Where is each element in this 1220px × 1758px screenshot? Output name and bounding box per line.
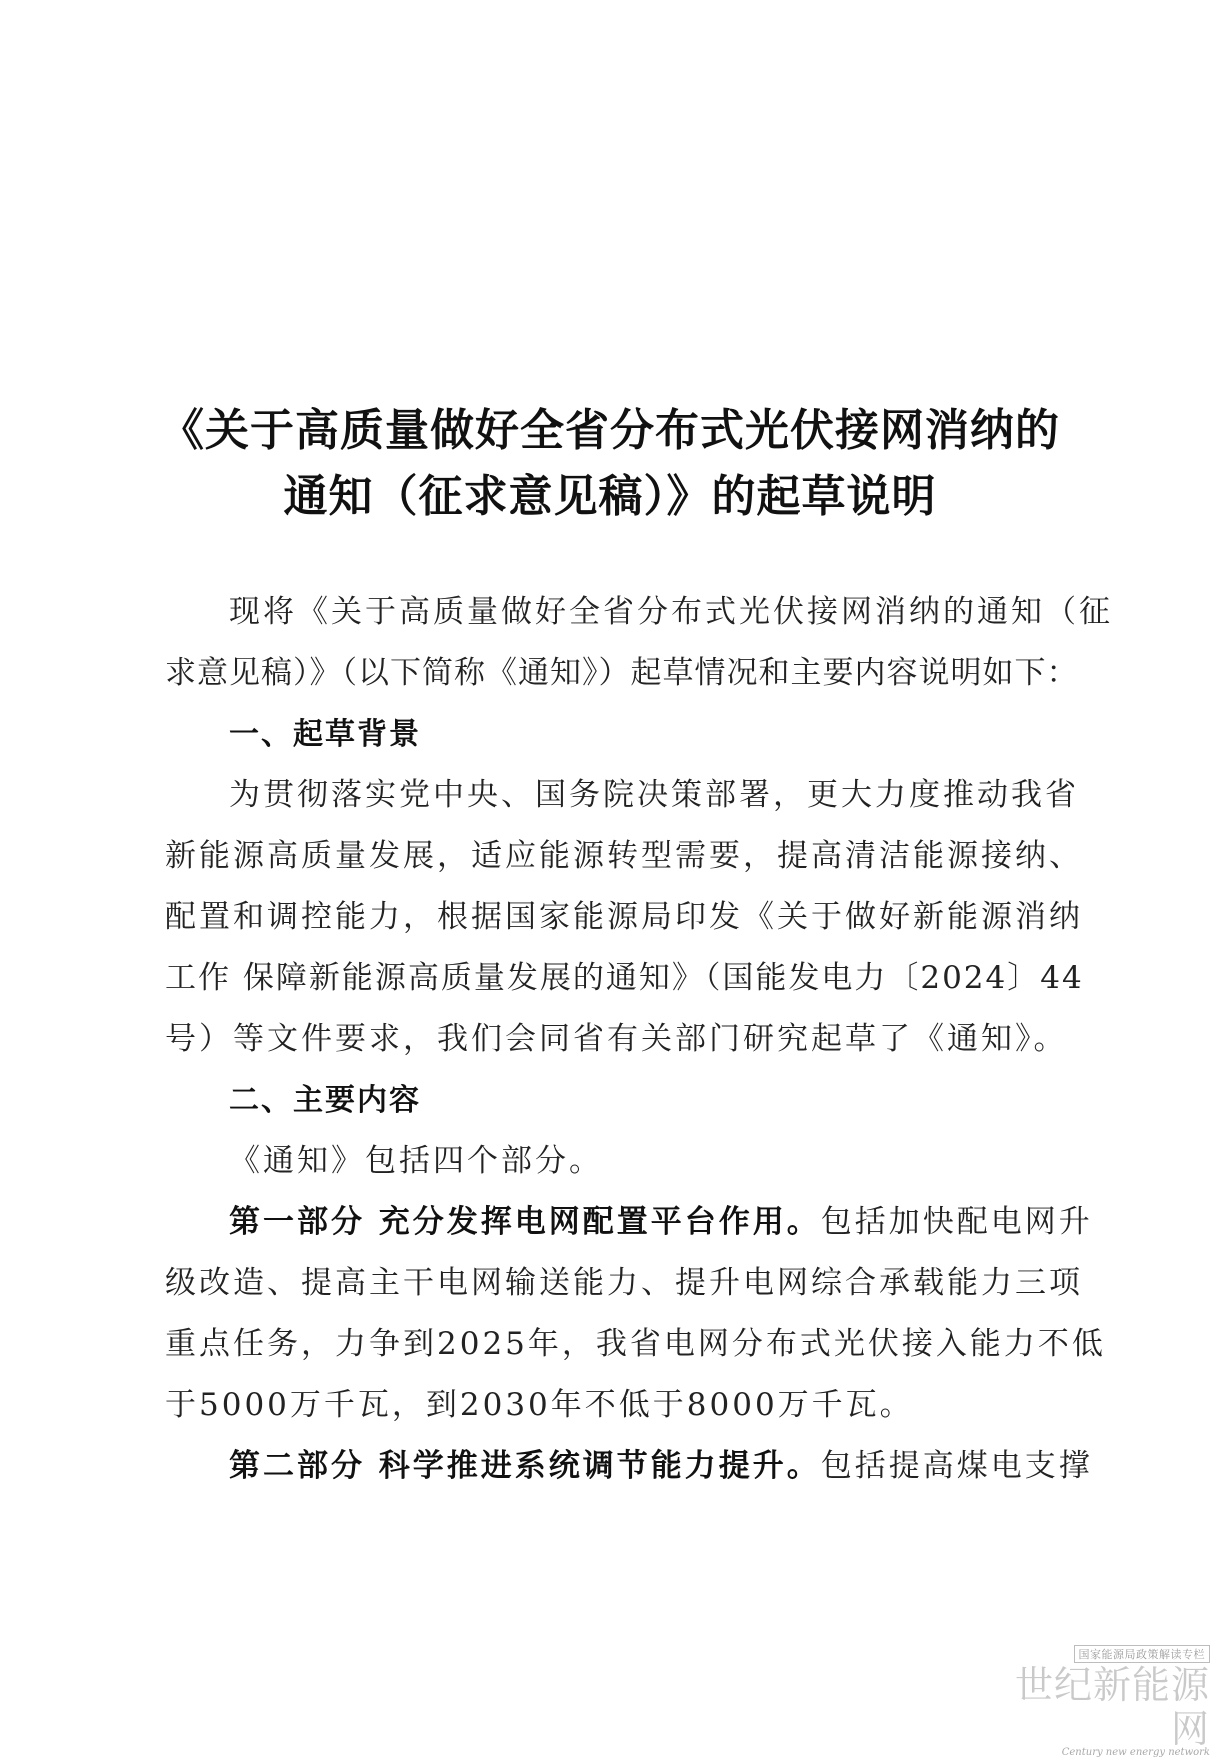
part-1-line-4: 于5000万千瓦，到2030年不低于8000万千瓦。	[165, 1387, 914, 1423]
section-1-line-1: 为贯彻落实党中央、国务院决策部署，更大力度推动我省	[229, 777, 1079, 813]
watermark-top-label: 国家能源局政策解读专栏	[1074, 1645, 1211, 1663]
section-1-line-4: 工作 保障新能源高质量发展的通知》（国能发电力〔2024〕44	[165, 960, 1084, 996]
part-2-line-1-text: 包括提高煤电支撑	[820, 1448, 1093, 1484]
watermark-subtitle: Century new energy network	[1061, 1747, 1210, 1758]
intro-line-1: 现将《关于高质量做好全省分布式光伏接网消纳的通知（征	[229, 594, 1113, 630]
section-1-heading: 一、起草背景	[229, 717, 421, 752]
document-body	[165, 582, 1113, 1497]
section-2-heading: 二、主要内容	[229, 1083, 421, 1118]
intro-line-2: 求意见稿）》（以下简称《通知》）起草情况和主要内容说明如下：	[165, 655, 1079, 691]
section-2-intro: 《通知》包括四个部分。	[229, 1143, 603, 1179]
section-1-line-2: 新能源高质量发展，适应能源转型需要，提高清洁能源接纳、	[165, 838, 1083, 874]
section-1-line-5: 号）等文件要求，我们会同省有关部门研究起草了《通知》。	[165, 1021, 1068, 1057]
watermark-logo-text: 世纪新能源网	[1014, 1663, 1210, 1751]
part-1-heading: 第一部分 充分发挥电网配置平台作用。	[229, 1204, 821, 1240]
section-1-line-3: 配置和调控能力，根据国家能源局印发《关于做好新能源消纳	[165, 899, 1083, 935]
title-line-2: 通知（征求意见稿）》的起草说明	[283, 471, 937, 522]
part-2-line-1	[165, 1436, 1093, 1497]
site-watermark	[978, 1645, 1210, 1758]
document-title	[0, 398, 1220, 530]
part-2-heading: 第二部分 科学推进系统调节能力提升。	[229, 1448, 821, 1484]
part-1-line-2: 级改造、提高主干电网输送能力、提升电网综合承载能力三项	[165, 1265, 1083, 1301]
part-1-line-1	[165, 1192, 1093, 1253]
part-1-line-1-text: 包括加快配电网升	[820, 1204, 1093, 1240]
part-1-line-3: 重点任务，力争到2025年，我省电网分布式光伏接入能力不低	[165, 1326, 1106, 1362]
title-line-1: 《关于高质量做好全省分布式光伏接网消纳的	[160, 405, 1060, 456]
